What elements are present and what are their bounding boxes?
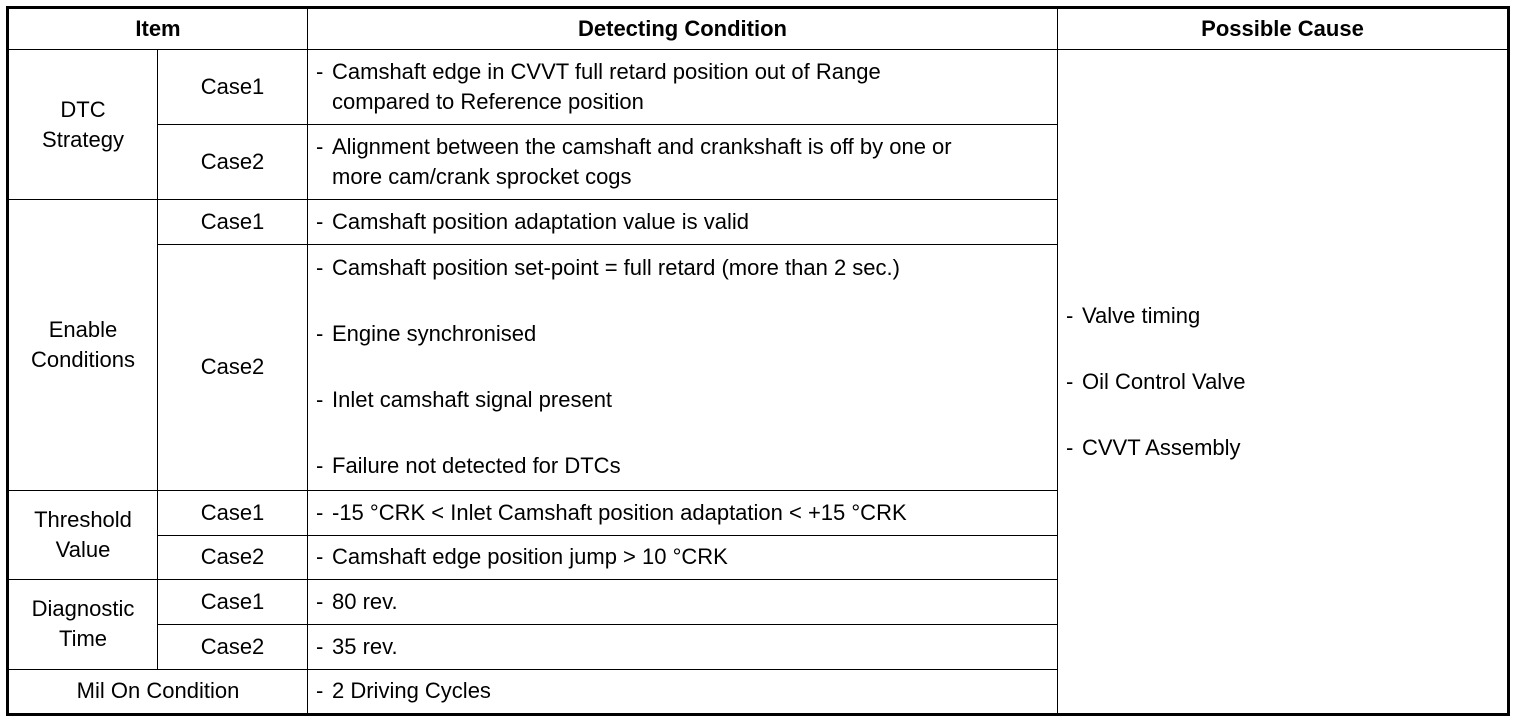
condition-cell <box>308 535 1058 579</box>
item-diagnostic-time: Diagnostic Time <box>8 579 158 669</box>
diagnostic-spec-table <box>6 6 1510 716</box>
dash-bullet: - <box>316 678 324 704</box>
header-possible-cause: Possible Cause <box>1058 8 1509 50</box>
dash-bullet: - <box>316 499 324 525</box>
condition-text: Camshaft position set-point = full retard (more than 2 sec.) <box>332 255 900 281</box>
cause-text: Valve timing <box>1082 302 1201 328</box>
condition-text: 2 Driving Cycles <box>332 678 491 704</box>
header-row <box>8 8 1509 50</box>
cause-text: Oil Control Valve <box>1082 368 1246 394</box>
condition-cell <box>308 200 1058 245</box>
condition-cell <box>308 579 1058 624</box>
item-enable-conditions: Enable Conditions <box>8 200 158 490</box>
dash-bullet: - <box>316 544 324 570</box>
dash-bullet: - <box>316 255 324 281</box>
case-label: Case1 <box>158 490 308 535</box>
condition-cell <box>308 624 1058 669</box>
condition-text: Alignment between the camshaft and crankshaft is off by one or more cam/crank sprocket cogs <box>332 134 952 190</box>
dash-bullet: - <box>316 134 324 160</box>
dash-bullet: - <box>316 588 324 614</box>
header-item: Item <box>8 8 308 50</box>
condition-cell <box>308 125 1058 200</box>
case-label: Case2 <box>158 624 308 669</box>
table-row <box>8 50 1509 125</box>
condition-text: Engine synchronised <box>332 321 537 347</box>
dash-bullet: - <box>316 209 324 235</box>
condition-text: -15 °CRK < Inlet Camshaft position adaptation < +15 °CRK <box>332 499 907 525</box>
dash-bullet: - <box>316 387 324 413</box>
condition-text: Camshaft edge in CVVT full retard position out of Range compared to Reference position <box>332 59 881 115</box>
dash-bullet: - <box>316 321 324 347</box>
case-label: Case1 <box>158 200 308 245</box>
condition-text: 80 rev. <box>332 588 398 614</box>
case-label: Case2 <box>158 245 308 490</box>
item-mil-on-condition: Mil On Condition <box>8 669 308 714</box>
condition-text: Camshaft edge position jump > 10 °CRK <box>332 544 728 570</box>
possible-cause-cell <box>1058 50 1509 715</box>
condition-text: 35 rev. <box>332 633 398 659</box>
case-label: Case2 <box>158 535 308 579</box>
condition-cell <box>308 669 1058 714</box>
condition-text: Camshaft position adaptation value is valid <box>332 209 750 235</box>
dash-bullet: - <box>1066 434 1074 460</box>
item-threshold-value: Threshold Value <box>8 490 158 579</box>
cause-text: CVVT Assembly <box>1082 434 1241 460</box>
dash-bullet: - <box>316 59 324 85</box>
case-label: Case2 <box>158 125 308 200</box>
dash-bullet: - <box>1066 368 1074 394</box>
dash-bullet: - <box>316 453 324 479</box>
dash-bullet: - <box>1066 302 1074 328</box>
condition-text: Failure not detected for DTCs <box>332 453 621 479</box>
case-label: Case1 <box>158 50 308 125</box>
condition-cell <box>308 50 1058 125</box>
condition-cell <box>308 245 1058 490</box>
condition-cell <box>308 490 1058 535</box>
dash-bullet: - <box>316 633 324 659</box>
condition-text: Inlet camshaft signal present <box>332 387 613 413</box>
item-dtc-strategy: DTC Strategy <box>8 50 158 200</box>
case-label: Case1 <box>158 579 308 624</box>
header-detecting-condition: Detecting Condition <box>308 8 1058 50</box>
